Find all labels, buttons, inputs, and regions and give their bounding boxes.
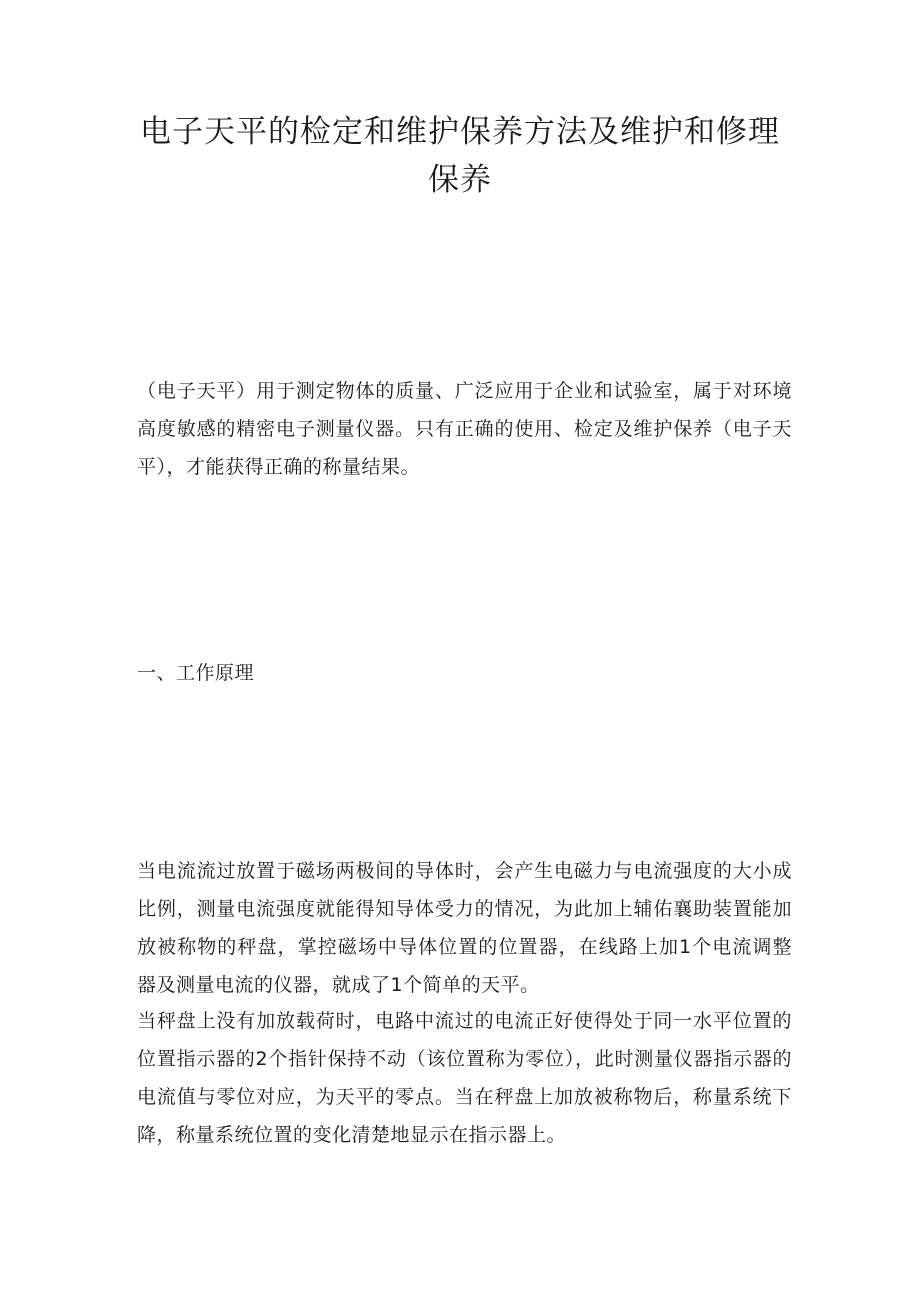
document-title: 电子天平的检定和维护保养方法及维护和修理保养 [140,114,780,198]
body-paragraph: 当秤盘上没有加放载荷时，电路中流过的电流正好使得处于同一水平位置的位置指示器的2个指针保持不动（该位置称为零位），此时测量仪器指示器的电流值与零位对应，为天平的零点。当在秤盘上加放被称物后，称量系统下降，称量系统位置的变化清楚地显示在指示器上。 [137,1010,792,1146]
section-heading: 一、工作原理 [137,662,255,684]
intro-paragraph: （电子天平）用于测定物体的质量、广泛应用于企业和试验室，属于对环境高度敏感的精密电子测量仪器。只有正确的使用、检定及维护保养（电子天平），才能获得正确的称量结果。 [137,380,792,478]
body-paragraph: 当电流流过放置于磁场两极间的导体时，会产生电磁力与电流强度的大小成比例，测量电流强度就能得知导体受力的情况，为此加上辅佑襄助装置能加放被称物的秤盘，掌控磁场中导体位置的位置器，在线路上加1个电流调整器及测量电流的仪器，就成了1个简单的天平。 [137,860,792,996]
